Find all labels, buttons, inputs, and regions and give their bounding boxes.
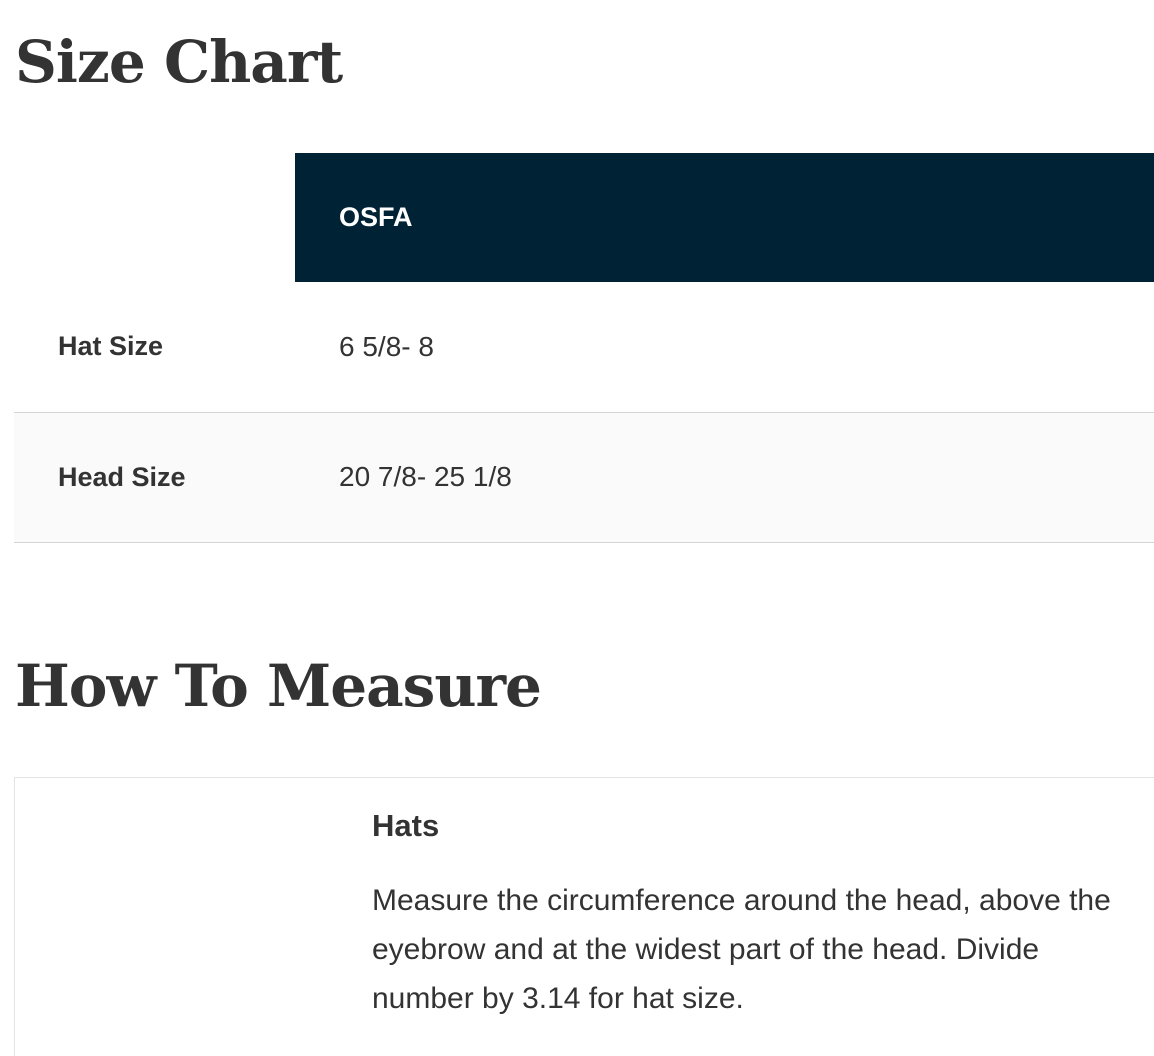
table-row-head-size xyxy=(14,412,1154,542)
table-header-row xyxy=(14,153,1154,282)
size-chart-table xyxy=(14,153,1154,543)
size-column-header: OSFA xyxy=(295,153,1154,282)
row-value: 6 5/8- 8 xyxy=(339,330,434,362)
measure-instructions: Measure the circumference around the head, above the eyebrow and at the widest part of the head. Divide number by 3.14 for hat size. xyxy=(372,884,1111,1015)
table-row-hat-size xyxy=(14,282,1154,412)
measure-heading: Hats xyxy=(372,808,440,843)
measure-card-hats xyxy=(14,777,1154,1056)
row-label: Hat Size xyxy=(58,331,164,362)
page-title: Size Chart xyxy=(15,28,343,96)
how-to-measure-title: How To Measure xyxy=(15,652,541,720)
row-label: Head Size xyxy=(58,461,186,492)
table-corner-cell xyxy=(14,153,295,282)
row-value: 20 7/8- 25 1/8 xyxy=(339,461,512,492)
